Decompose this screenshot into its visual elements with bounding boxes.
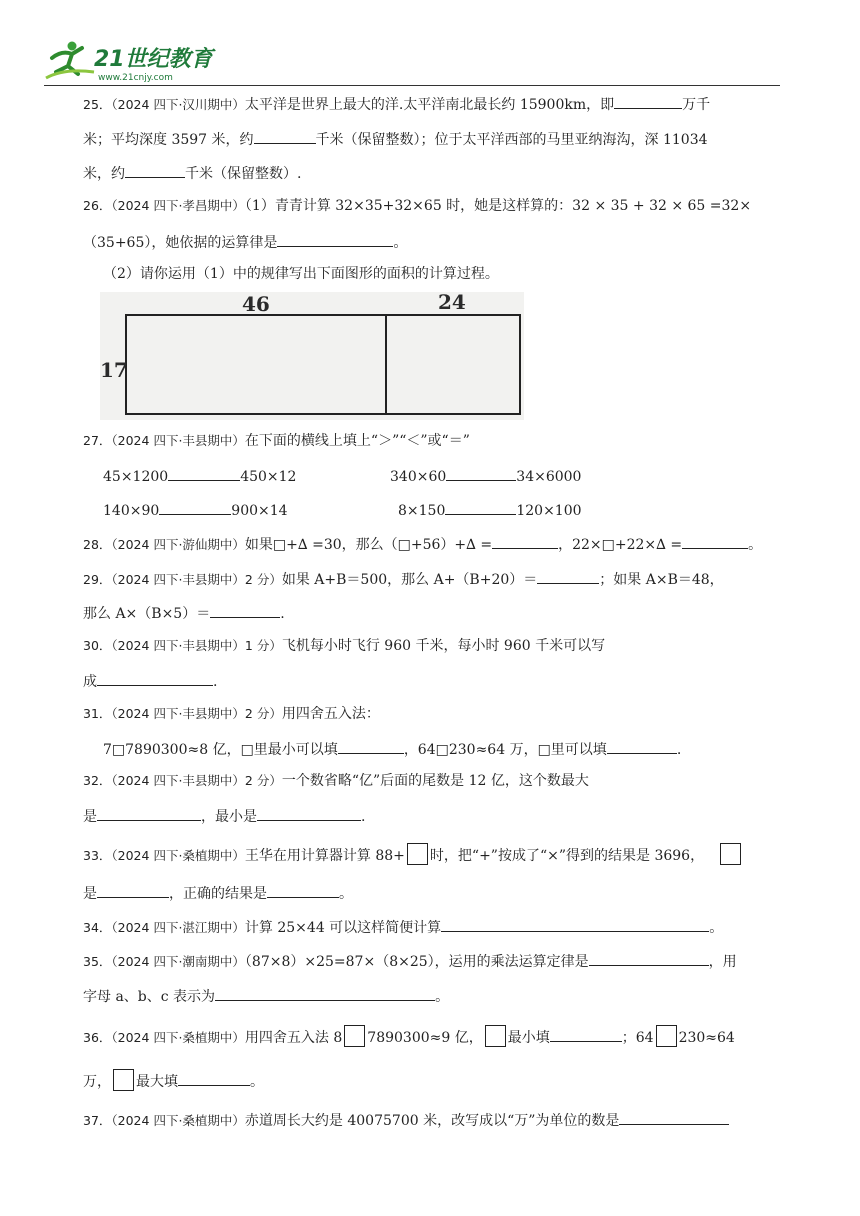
answer-blank[interactable] bbox=[550, 1026, 622, 1042]
q25-line3: 米，约 千米（保留整数）. bbox=[83, 162, 301, 184]
q25-line1: 25．（2024 四下·汉川期中）太平洋是世界上最大的洋.太平洋南北最长约 15900km，即 万千 bbox=[83, 93, 710, 115]
answer-box[interactable] bbox=[656, 1025, 677, 1047]
q31-line2: 7□7890300≈8 亿，□里最小可以填 ，64□230≈64 万，□里可以填 . bbox=[103, 738, 681, 760]
answer-blank[interactable] bbox=[338, 738, 404, 754]
answer-box[interactable] bbox=[344, 1025, 365, 1047]
answer-box[interactable] bbox=[407, 843, 428, 865]
answer-blank[interactable] bbox=[277, 231, 393, 247]
q27-row2-left: 140×90 900×14 bbox=[103, 499, 288, 521]
answer-blank[interactable] bbox=[619, 1109, 729, 1125]
answer-blank[interactable] bbox=[257, 805, 361, 821]
answer-blank[interactable] bbox=[446, 465, 516, 481]
answer-blank[interactable] bbox=[445, 499, 516, 515]
q29-line1: 29．（2024 四下·丰县期中）2 分）如果 A+B＝500，那么 A+（B+20）＝ ；如果 A×B＝48， bbox=[83, 568, 724, 590]
answer-blank[interactable] bbox=[178, 1070, 250, 1086]
rectangle-figure bbox=[100, 292, 524, 420]
answer-box[interactable] bbox=[720, 843, 741, 865]
q26-line3: （2）请你运用（1）中的规律写出下面图形的面积的计算过程。 bbox=[103, 266, 499, 282]
answer-blank[interactable] bbox=[168, 465, 240, 481]
answer-blank[interactable] bbox=[607, 738, 677, 754]
figure-outer-rect bbox=[125, 314, 521, 415]
answer-blank[interactable] bbox=[97, 670, 213, 686]
q36-line2: 万， 最大填 。 bbox=[83, 1069, 264, 1092]
q37-line1: 37．（2024 四下·桑植期中）赤道周长大约是 40075700 米，改写成以“万”为单位的数是 bbox=[83, 1109, 729, 1131]
q30-line2: 成 . bbox=[83, 670, 217, 692]
logo-url: www.21cnjy.com bbox=[98, 73, 173, 83]
answer-blank[interactable] bbox=[125, 162, 185, 178]
q33-line1: 33．（2024 四下·桑植期中）王华在用计算器计算 88+ 时，把“+”按成了“×”得到的结果是 3696， bbox=[83, 843, 743, 866]
q27-row1-left: 45×1200 450×12 bbox=[103, 465, 296, 487]
figure-width-left: 46 bbox=[242, 292, 270, 316]
q27-line1: 27．（2024 四下·丰县期中）在下面的横线上填上“＞”“＜”或“＝” bbox=[83, 433, 470, 449]
answer-blank[interactable] bbox=[441, 916, 709, 932]
running-person-icon bbox=[46, 42, 94, 79]
answer-blank[interactable] bbox=[267, 882, 339, 898]
q29-line2: 那么 A×（B×5）＝ . bbox=[83, 602, 285, 624]
q31-line1: 31．（2024 四下·丰县期中）2 分）用四舍五入法： bbox=[83, 706, 380, 722]
q34-line1: 34．（2024 四下·湛江期中）计算 25×44 可以这样简便计算 。 bbox=[83, 916, 723, 938]
q28-line1: 28．（2024 四下·游仙期中）如果□+∆ =30，那么（□+56）+∆ = ，22×□+22×∆ = 。 bbox=[83, 533, 762, 555]
q33-line2: 是 ，正确的结果是 。 bbox=[83, 882, 353, 904]
q36-line1: 36．（2024 四下·桑植期中）用四舍五入法 8 7890300≈9 亿， 最小填 ；64 230≈64 bbox=[83, 1025, 735, 1048]
q26-line2: （35+65），她依据的运算律是 。 bbox=[83, 231, 407, 253]
q32-line2: 是 ，最小是 . bbox=[83, 805, 365, 827]
answer-blank[interactable] bbox=[589, 950, 709, 966]
answer-blank[interactable] bbox=[159, 499, 231, 515]
q26-line1: 26．（2024 四下·孝昌期中）（1）青青计算 32×35+32×65 时，她是这样算的：32 × 35 + 32 × 65 =32× bbox=[83, 198, 752, 214]
answer-blank[interactable] bbox=[254, 128, 316, 144]
q32-line1: 32．（2024 四下·丰县期中）2 分）一个数省略“亿”后面的尾数是 12 亿，这个数最大 bbox=[83, 773, 589, 789]
figure-divider bbox=[385, 314, 387, 415]
answer-box[interactable] bbox=[113, 1069, 134, 1091]
figure-height: 17 bbox=[100, 358, 128, 382]
figure-width-right: 24 bbox=[438, 290, 466, 314]
answer-blank[interactable] bbox=[614, 93, 682, 109]
site-logo bbox=[44, 38, 234, 84]
answer-blank[interactable] bbox=[682, 533, 748, 549]
answer-blank[interactable] bbox=[215, 985, 435, 1001]
q25-line2: 米；平均深度 3597 米，约 千米（保留整数）；位于太平洋西部的马里亚纳海沟，深 11034 bbox=[83, 128, 708, 150]
answer-blank[interactable] bbox=[537, 568, 599, 584]
answer-blank[interactable] bbox=[97, 882, 169, 898]
header-rule bbox=[44, 85, 780, 86]
q35-line2: 字母 a、b、c 表示为 。 bbox=[83, 985, 449, 1007]
q27-row1-right: 340×60 34×6000 bbox=[390, 465, 581, 487]
q30-line1: 30．（2024 四下·丰县期中）1 分）飞机每小时飞行 960 千米，每小时 960 千米可以写 bbox=[83, 638, 606, 654]
answer-blank[interactable] bbox=[97, 805, 201, 821]
logo-text: 21世纪教育 bbox=[94, 47, 213, 72]
answer-blank[interactable] bbox=[210, 602, 280, 618]
answer-box[interactable] bbox=[485, 1025, 506, 1047]
answer-blank[interactable] bbox=[492, 533, 558, 549]
q27-row2-right: 8×150 120×100 bbox=[398, 499, 582, 521]
q35-line1: 35．（2024 四下·潮南期中）（87×8）×25=87×（8×25），运用的乘法运算定律是 ，用 bbox=[83, 950, 737, 972]
